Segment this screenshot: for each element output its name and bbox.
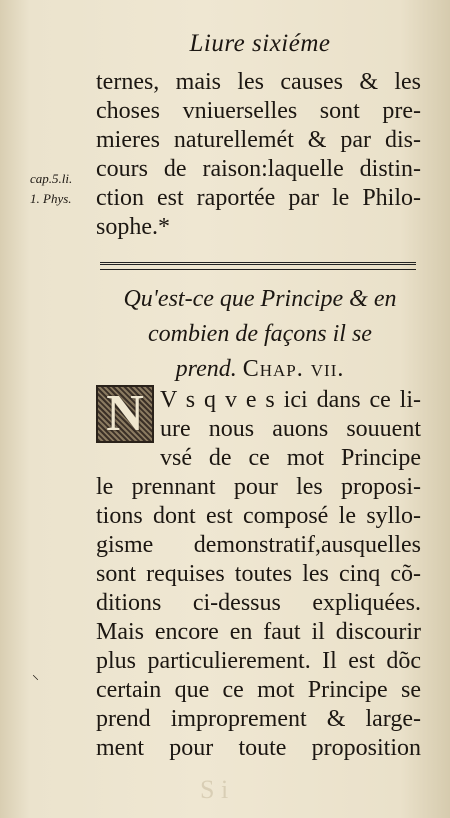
text-line: ternes, mais les causes & les — [96, 69, 421, 95]
chapter-title-end: prend. — [175, 356, 237, 382]
text-line: mieres naturellemét & par dis- — [96, 127, 421, 153]
chapter-label: Chap. vii. — [242, 356, 345, 382]
text-line: ment pour toute proposition — [96, 735, 421, 761]
text-line: cours de raison:laquelle distin- — [96, 156, 421, 182]
text-line: prend improprement & large- — [96, 706, 421, 732]
decorated-initial — [96, 385, 154, 443]
text-line: gisme demonstratif,ausquelles — [96, 532, 421, 558]
initial-letter: N — [106, 385, 144, 442]
text-line: plus particulierement. Il est dõc — [96, 648, 421, 674]
top-paragraph — [96, 68, 421, 242]
text-line: Mais encore en faut il discourir — [96, 619, 421, 645]
chapter-title-line — [100, 352, 420, 387]
margin-note-line: 1. Phys. — [30, 191, 72, 206]
body-paragraph — [96, 473, 421, 763]
text-line: sophe.* — [96, 214, 170, 240]
margin-note — [30, 166, 72, 212]
margin-mark: ⸜ — [32, 668, 39, 683]
text-line: V s q v e s ici dans ce li- — [160, 387, 421, 413]
margin-note-line: cap.5.li. — [30, 171, 73, 186]
show-through-text: S i — [200, 775, 229, 804]
text-line: tions dont est composé le syllo- — [96, 503, 421, 529]
text-line: sont requises toutes les cinq cõ- — [96, 561, 421, 587]
text-line: choses vniuerselles sont pre- — [96, 98, 421, 124]
text-line: vsé de ce mot Principe — [160, 445, 421, 471]
chapter-title — [100, 282, 420, 387]
running-head: Liure sixiéme — [189, 30, 331, 57]
body-indented — [160, 386, 421, 473]
chapter-title-line: combien de façons il se — [148, 321, 372, 347]
text-line: ditions ci-dessus expliquées. — [96, 590, 421, 616]
text-line: certain que ce mot Principe se — [96, 677, 421, 703]
text-line: ction est raportée par le Philo- — [96, 185, 421, 211]
section-rule — [100, 262, 416, 270]
text-line: le prennant pour les proposi- — [96, 474, 421, 500]
chapter-title-line: Qu'est-ce que Principe & en — [123, 286, 397, 312]
text-line: ure nous auons souuent — [160, 416, 421, 442]
